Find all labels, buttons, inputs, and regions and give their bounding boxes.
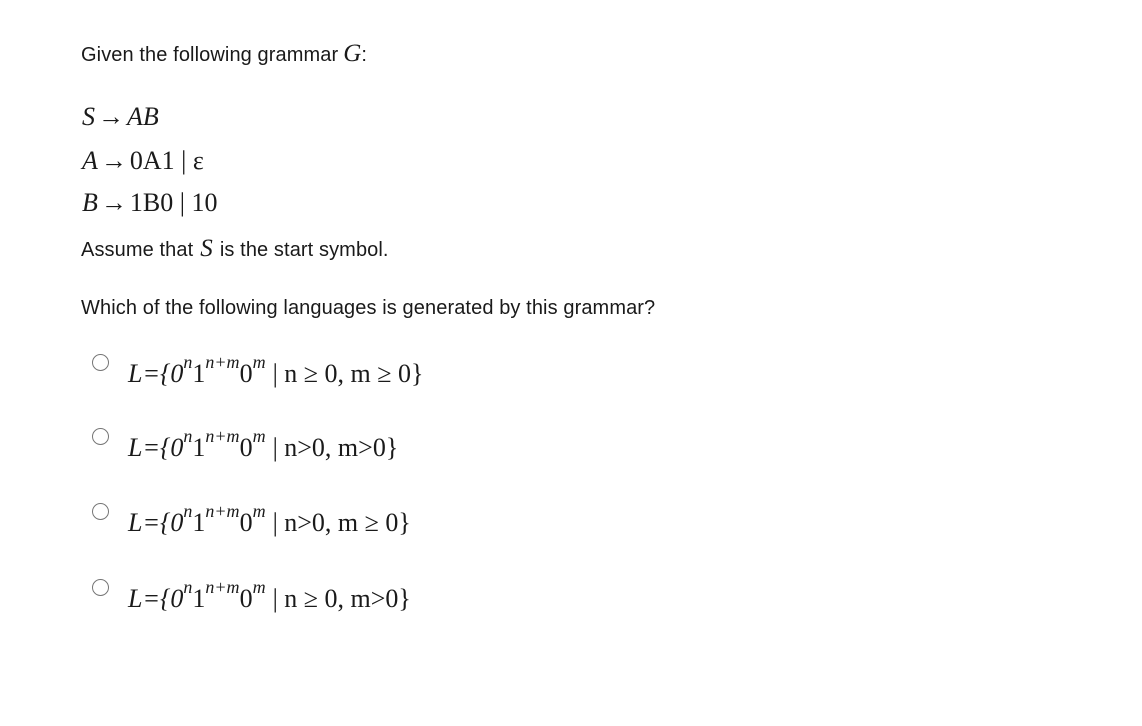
answer-option-4[interactable] [92, 573, 411, 613]
answer-option-3[interactable] [92, 497, 411, 537]
assumption-after: is the start symbol. [219, 239, 389, 261]
formula-prefix: L={0 [128, 584, 184, 613]
exponent-m: m [252, 352, 266, 373]
exponent-n: n [183, 352, 193, 373]
answer-option-2[interactable] [92, 422, 398, 462]
option-formula [128, 501, 411, 538]
formula-condition: | n ≥ 0, m>0} [272, 584, 411, 613]
intro-line [81, 41, 367, 66]
option-formula [128, 352, 424, 389]
formula-condition: | n ≥ 0, m ≥ 0} [272, 359, 424, 388]
start-symbol: S [200, 235, 213, 262]
formula-prefix: L={0 [128, 508, 184, 537]
question-text: Which of the following languages is generated by this grammar? [81, 297, 656, 319]
exponent-n-plus-m: n+m [205, 426, 240, 447]
formula-one: 1 [192, 508, 206, 537]
exponent-n: n [183, 501, 193, 522]
exponent-m: m [252, 426, 266, 447]
formula-one: 1 [192, 433, 206, 462]
rule-lhs: B [82, 188, 98, 217]
grammar-rule-s [82, 104, 159, 130]
grammar-symbol: G [343, 40, 362, 67]
radio-button[interactable] [92, 579, 109, 596]
formula-zero: 0 [239, 433, 253, 462]
exponent-n: n [183, 426, 193, 447]
assumption-before: Assume that [81, 239, 194, 261]
rule-lhs: S [82, 102, 95, 131]
intro-text: Given the following grammar [81, 44, 339, 66]
formula-one: 1 [192, 584, 206, 613]
option-formula [128, 426, 399, 463]
formula-zero: 0 [239, 584, 253, 613]
formula-prefix: L={0 [128, 433, 184, 462]
assumption-line [81, 236, 389, 261]
exponent-n-plus-m: n+m [205, 352, 240, 373]
arrow-icon: → [100, 188, 127, 217]
exponent-n: n [183, 577, 193, 598]
arrow-icon: → [98, 102, 124, 131]
rule-rhs: 1B0 | 10 [129, 188, 218, 217]
exponent-m: m [252, 577, 266, 598]
grammar-rule-a [82, 148, 204, 174]
grammar-rule-b [82, 190, 217, 216]
rule-rhs: AB [127, 102, 159, 131]
formula-condition: | n>0, m>0} [272, 433, 399, 462]
exponent-n-plus-m: n+m [205, 577, 240, 598]
arrow-icon: → [100, 146, 127, 175]
radio-button[interactable] [92, 428, 109, 445]
answer-option-1[interactable] [92, 348, 424, 388]
radio-button[interactable] [92, 354, 109, 371]
intro-colon: : [361, 44, 368, 66]
formula-zero: 0 [239, 508, 253, 537]
formula-condition: | n>0, m ≥ 0} [272, 508, 411, 537]
formula-zero: 0 [239, 359, 253, 388]
rule-rhs: 0A1 | ε [129, 146, 204, 175]
formula-one: 1 [192, 359, 206, 388]
exponent-n-plus-m: n+m [205, 501, 240, 522]
formula-prefix: L={0 [128, 359, 184, 388]
radio-button[interactable] [92, 503, 109, 520]
option-formula [128, 577, 411, 614]
exponent-m: m [252, 501, 266, 522]
rule-lhs: A [82, 146, 98, 175]
